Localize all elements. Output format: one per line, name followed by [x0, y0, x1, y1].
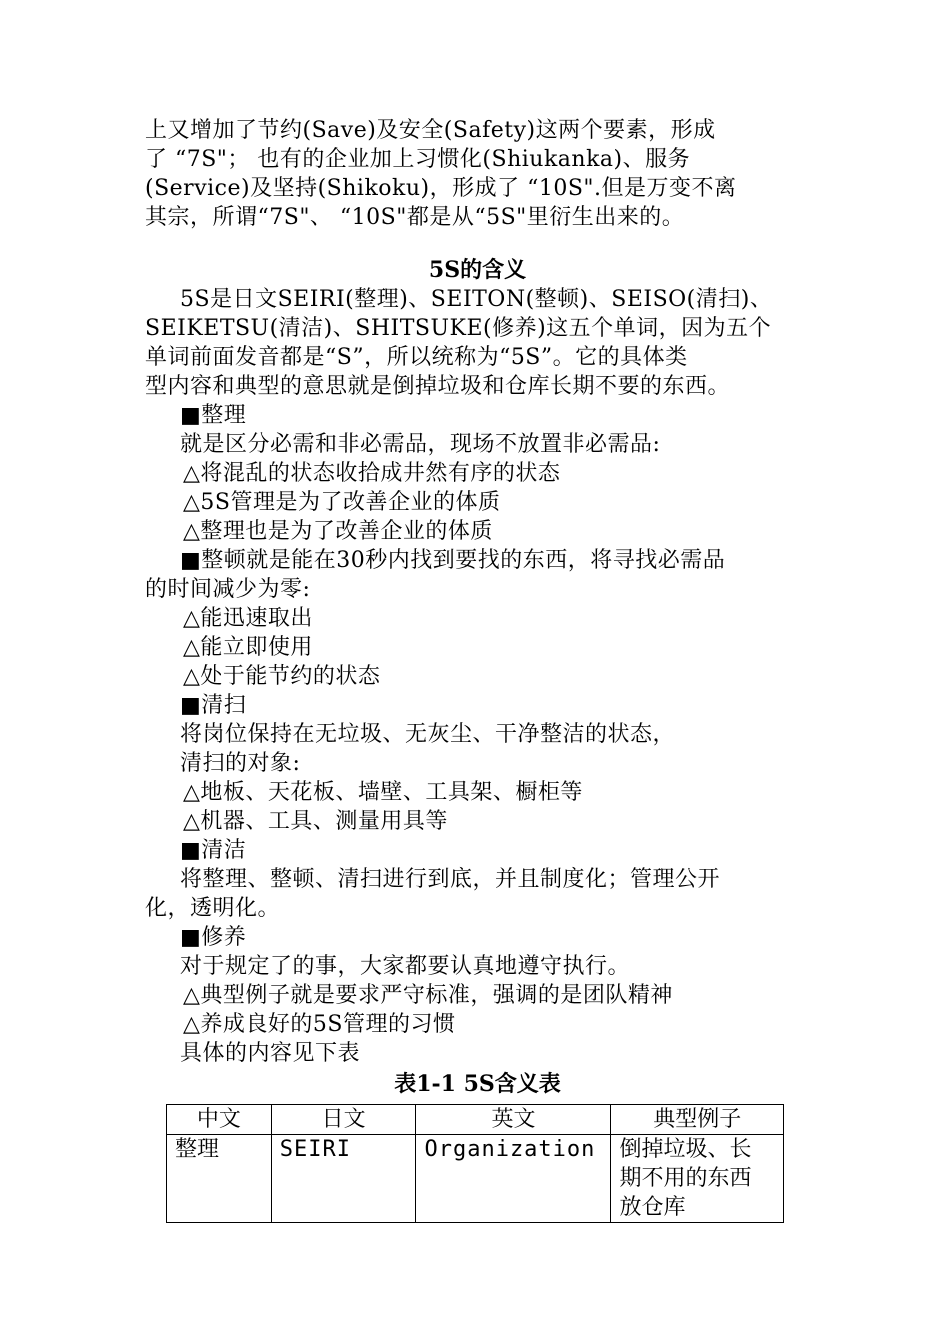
cell-chinese: 整理 [167, 1135, 272, 1223]
definition-line: 型内容和典型的意思就是倒掉垃圾和仓库长期不要的东西。 [145, 374, 731, 399]
intro-line: (Service)及坚持(Shikoku)，形成了 “10S".但是万变不离 [145, 176, 737, 201]
intro-line: 其宗，所谓“7S"、 “10S"都是从“5S"里衍生出来的。 [145, 205, 685, 230]
seiri-description: 就是区分必需和非必需品，现场不放置非必需品: [180, 432, 661, 457]
example-line: 期不用的东西 [619, 1166, 752, 1191]
intro-line: 了 “7S"； 也有的企业加上习惯化(Shiukanka)、服务 [145, 147, 691, 172]
seiso-description: 将岗位保持在无垃圾、无灰尘、干净整洁的状态， [180, 722, 676, 747]
seiri-point: △整理也是为了改善企业的体质 [183, 519, 493, 544]
table-header-row [167, 1105, 784, 1135]
table-caption: 表1-1 5S含义表 [394, 1071, 561, 1097]
definition-line: 单词前面发音都是“S”，所以统称为“5S”。它的具体类 [145, 345, 688, 370]
cell-japanese: SEIRI [271, 1135, 416, 1223]
seiton-line: ■整顿就是能在30秒内找到要找的东西，将寻找必需品 [180, 548, 726, 573]
shitsuke-section [145, 923, 810, 1039]
definition-line: 5S是日文SEIRI(整理)、SEITON(整顿)、SEISO(清扫)、 [180, 287, 773, 312]
seiketsu-line: 化，透明化。 [145, 896, 281, 921]
5s-meaning-table [166, 1104, 784, 1223]
seiso-title: ■清扫 [180, 693, 247, 718]
shitsuke-title: ■修养 [180, 925, 247, 950]
seiton-section [145, 546, 810, 691]
seiton-line: 的时间减少为零: [145, 577, 311, 602]
seiketsu-title: ■清洁 [180, 838, 247, 863]
shitsuke-description: 对于规定了的事，大家都要认真地遵守执行。 [180, 954, 631, 979]
seiso-section [145, 691, 810, 836]
seiri-title: ■整理 [180, 403, 247, 428]
section-title: 5S的含义 [428, 257, 527, 283]
document-page [145, 116, 810, 1098]
table-intro: 具体的内容见下表 [180, 1041, 361, 1066]
definition-line: SEIKETSU(清洁)、SHITSUKE(修养)这五个单词，因为五个 [145, 316, 772, 341]
example-line: 放仓库 [619, 1195, 686, 1220]
header-english: 英文 [416, 1105, 611, 1135]
header-chinese: 中文 [167, 1105, 272, 1135]
seiso-point: △地板、天花板、墙壁、工具架、橱柜等 [183, 780, 583, 805]
seiri-point: △将混乱的状态收拾成井然有序的状态 [183, 461, 561, 486]
seiri-point: △5S管理是为了改善企业的体质 [183, 490, 501, 515]
seiketsu-line: 将整理、整顿、清扫进行到底，并且制度化；管理公开 [180, 867, 721, 892]
header-japanese: 日文 [271, 1105, 416, 1135]
seiton-point: △处于能节约的状态 [183, 664, 381, 689]
seiketsu-section [145, 836, 810, 923]
intro-line: 上又增加了节约(Save)及安全(Safety)这两个要素，形成 [145, 118, 716, 143]
seiton-point: △能迅速取出 [183, 606, 313, 631]
intro-paragraph [145, 116, 810, 232]
cell-english: Organization [416, 1135, 611, 1223]
seiso-point: △机器、工具、测量用具等 [183, 809, 448, 834]
seiton-point: △能立即使用 [183, 635, 313, 660]
example-line: 倒掉垃圾、长 [619, 1137, 752, 1162]
table-row [167, 1135, 784, 1223]
seiri-section [145, 401, 810, 546]
definition-paragraph [145, 285, 810, 401]
shitsuke-point: △典型例子就是要求严守标准，强调的是团队精神 [183, 983, 673, 1008]
header-example: 典型例子 [611, 1105, 784, 1135]
seiso-objects-label: 清扫的对象: [180, 751, 301, 776]
cell-example [611, 1135, 784, 1223]
shitsuke-point: △养成良好的5S管理的习惯 [183, 1012, 456, 1037]
